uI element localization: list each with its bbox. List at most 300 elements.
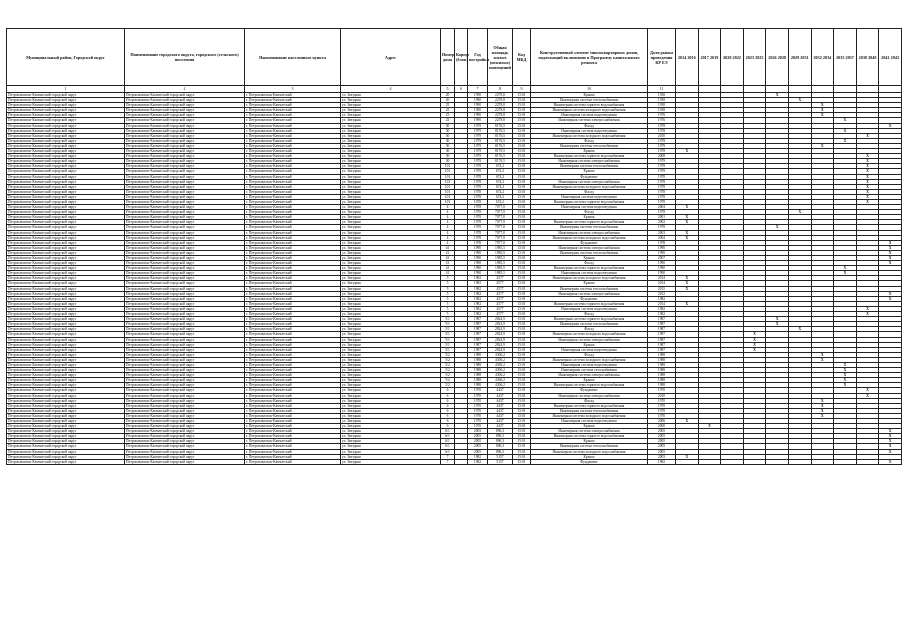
area-cell: 4577 xyxy=(488,276,513,281)
settlement-cell: Петропавловск-Камчатский городской округ xyxy=(125,312,245,317)
area-cell: 2278,8 xyxy=(488,113,513,118)
element-cell: Инженерная система холодного водоснабжения xyxy=(531,449,648,454)
district-cell: Петропавловск-Камчатский городской округ xyxy=(7,408,125,413)
settlement-cell: Петропавловск-Камчатский городской округ xyxy=(125,327,245,332)
settlement-cell: Петропавловск-Камчатский городской округ xyxy=(125,322,245,327)
area-cell: 8176,5 xyxy=(488,123,513,128)
locality-cell: г. Петропавловск-Камчатский xyxy=(245,281,341,286)
period-cell: X xyxy=(834,128,857,133)
column-number: 10 xyxy=(531,86,648,93)
year-built-cell: 1978 xyxy=(468,210,488,215)
district-cell: Петропавловск-Камчатский городской округ xyxy=(7,373,125,378)
share-cell: 2014 xyxy=(648,281,676,286)
mkd-code-cell: 15:01 xyxy=(513,322,531,327)
house-number-cell: 6 xyxy=(441,424,455,429)
period-cell: X xyxy=(811,352,834,357)
period-cell: X xyxy=(834,362,857,367)
settlement-cell: Петропавловск-Камчатский городской округ xyxy=(125,454,245,459)
locality-cell: г. Петропавловск-Камчатский xyxy=(245,164,341,169)
element-cell: Инженерная система электроснабжения xyxy=(531,429,648,434)
house-number-cell: 4 xyxy=(441,235,455,240)
share-cell: 1982 xyxy=(648,296,676,301)
area-cell: 674,2 xyxy=(488,174,513,179)
year-built-cell: 1978 xyxy=(468,199,488,204)
settlement-cell: Петропавловск-Камчатский городской округ xyxy=(125,291,245,296)
settlement-cell: Петропавловск-Камчатский городской округ xyxy=(125,342,245,347)
locality-cell: г. Петропавловск-Камчатский xyxy=(245,225,341,230)
address-cell: ул. Звездная xyxy=(341,413,441,418)
element-cell: Крыша xyxy=(531,342,648,347)
district-cell: Петропавловск-Камчатский городской округ xyxy=(7,194,125,199)
period-cell: X xyxy=(856,174,879,179)
settlement-cell: Петропавловск-Камчатский городской округ xyxy=(125,459,245,464)
settlement-cell: Петропавловск-Камчатский городской округ xyxy=(125,108,245,113)
share-cell: 1990 xyxy=(648,266,676,271)
locality-cell: г. Петропавловск-Камчатский xyxy=(245,154,341,159)
element-cell: Инженерная система электроснабжения xyxy=(531,291,648,296)
district-cell: Петропавловск-Камчатский городской округ xyxy=(7,352,125,357)
share-cell: 2014 xyxy=(648,276,676,281)
share-cell: 1938 xyxy=(648,108,676,113)
column-number: 9 xyxy=(513,86,531,93)
mkd-code-cell: 15:01 xyxy=(513,266,531,271)
mkd-code-cell: 15:01 xyxy=(513,393,531,398)
locality-cell: г. Петропавловск-Камчатский xyxy=(245,103,341,108)
period-cell: X xyxy=(811,113,834,118)
share-cell: 1990 xyxy=(648,271,676,276)
element-cell: Инженерная система электроснабжения xyxy=(531,337,648,342)
settlement-cell: Петропавловск-Камчатский городской округ xyxy=(125,174,245,179)
share-cell: 1988 xyxy=(648,352,676,357)
area-cell: 8176,5 xyxy=(488,159,513,164)
year-built-cell: 1990 xyxy=(468,256,488,261)
settlement-cell: Петропавловск-Камчатский городской округ xyxy=(125,123,245,128)
area-cell: 674,2 xyxy=(488,184,513,189)
locality-cell: г. Петропавловск-Камчатский xyxy=(245,261,341,266)
house-number-cell: 5/2 xyxy=(441,383,455,388)
house-number-cell: 6 xyxy=(441,413,455,418)
address-cell: ул. Звездная xyxy=(341,250,441,255)
share-cell: 2010 xyxy=(648,133,676,138)
district-cell: Петропавловск-Камчатский городской округ xyxy=(7,281,125,286)
year-built-cell: 1988 xyxy=(468,362,488,367)
district-cell: Петропавловск-Камчатский городской округ xyxy=(7,368,125,373)
district-cell: Петропавловск-Камчатский городской округ xyxy=(7,312,125,317)
column-number xyxy=(879,86,902,93)
element-cell: Инженерная система холодного водоснабжения xyxy=(531,332,648,337)
period-cell: X xyxy=(834,271,857,276)
district-cell: Петропавловск-Камчатский городской округ xyxy=(7,256,125,261)
address-cell: ул. Звездная xyxy=(341,103,441,108)
settlement-cell: Петропавловск-Камчатский городской округ xyxy=(125,250,245,255)
settlement-cell: Петропавловск-Камчатский городской округ xyxy=(125,215,245,220)
mkd-code-cell: 15:01 xyxy=(513,403,531,408)
element-cell: Фундамент xyxy=(531,240,648,245)
element-cell: Инженерная система холодного водоснабжения xyxy=(531,357,648,362)
period-cell: X xyxy=(766,225,789,230)
share-cell: 1970 xyxy=(648,403,676,408)
house-number-cell: 7 xyxy=(441,459,455,464)
house-number-cell: 30 xyxy=(441,128,455,133)
address-cell: ул. Звездная xyxy=(341,240,441,245)
settlement-cell: Петропавловск-Камчатский городской округ xyxy=(125,332,245,337)
settlement-cell: Петропавловск-Камчатский городской округ xyxy=(125,449,245,454)
period-cell: X xyxy=(879,250,902,255)
address-cell: ул. Звездная xyxy=(341,301,441,306)
district-cell: Петропавловск-Камчатский городской округ xyxy=(7,347,125,352)
period-cell: X xyxy=(879,261,902,266)
settlement-cell: Петропавловск-Камчатский городской округ xyxy=(125,179,245,184)
share-cell: 2005 xyxy=(648,439,676,444)
mkd-code-cell: 15:01 xyxy=(513,342,531,347)
area-cell: 2278,8 xyxy=(488,93,513,98)
locality-cell: г. Петропавловск-Камчатский xyxy=(245,113,341,118)
share-cell: 1978 xyxy=(648,194,676,199)
area-cell: 4306,2 xyxy=(488,362,513,367)
mkd-code-cell: 15:01 xyxy=(513,368,531,373)
settlement-cell: Петропавловск-Камчатский городской округ xyxy=(125,317,245,322)
area-cell: 7077,0 xyxy=(488,220,513,225)
address-cell: ул. Звездная xyxy=(341,108,441,113)
house-number-cell: 6/1 xyxy=(441,449,455,454)
share-cell: 1979 xyxy=(648,159,676,164)
area-cell: 674,2 xyxy=(488,194,513,199)
element-cell: Инженерная система теплоснабжения xyxy=(531,225,648,230)
area-cell: 7077,0 xyxy=(488,225,513,230)
period-cell: X xyxy=(856,179,879,184)
mkd-code-cell: 15:01 xyxy=(513,383,531,388)
address-cell: ул. Звездная xyxy=(341,342,441,347)
element-cell: Инженерная система холодного водоснабжения xyxy=(531,413,648,418)
area-cell: 2278,8 xyxy=(488,108,513,113)
year-built-cell: 1979 xyxy=(468,159,488,164)
element-cell: Инженерная система холодного водоснабжения xyxy=(531,133,648,138)
house-number-cell: 41 xyxy=(441,261,455,266)
address-cell: ул. Звездная xyxy=(341,388,441,393)
locality-cell: г. Петропавловск-Камчатский xyxy=(245,189,341,194)
house-number-cell: 101 xyxy=(441,194,455,199)
locality-cell: г. Петропавловск-Камчатский xyxy=(245,444,341,449)
share-cell: 2006 xyxy=(648,419,676,424)
district-cell: Петропавловск-Камчатский городской округ xyxy=(7,103,125,108)
settlement-cell: Петропавловск-Камчатский городской округ xyxy=(125,419,245,424)
mkd-code-cell: 15:01 xyxy=(513,286,531,291)
element-cell: Инженерная система горячего водоснабжения xyxy=(531,199,648,204)
locality-cell: г. Петропавловск-Камчатский xyxy=(245,373,341,378)
mkd-code-cell: 15:01 xyxy=(513,424,531,429)
year-built-cell: 1990 xyxy=(468,271,488,276)
share-cell: 2003 xyxy=(648,454,676,459)
capital-repair-table xyxy=(6,28,902,465)
locality-cell: г. Петропавловск-Камчатский xyxy=(245,362,341,367)
year-built-cell: 1987 xyxy=(468,347,488,352)
period-cell xyxy=(856,459,879,464)
district-cell: Петропавловск-Камчатский городской округ xyxy=(7,286,125,291)
address-cell: ул. Звездная xyxy=(341,143,441,148)
year-built-cell: 1970 xyxy=(468,388,488,393)
year-built-cell: 1970 xyxy=(468,408,488,413)
settlement-cell: Петропавловск-Камчатский городской округ xyxy=(125,306,245,311)
element-cell: Инженерная система теплоснабжения xyxy=(531,444,648,449)
district-cell: Петропавловск-Камчатский городской округ xyxy=(7,383,125,388)
district-cell: Петропавловск-Камчатский городской округ xyxy=(7,210,125,215)
locality-cell: г. Петропавловск-Камчатский xyxy=(245,312,341,317)
mkd-code-cell: 15:01 xyxy=(513,317,531,322)
year-built-cell: 1990 xyxy=(468,250,488,255)
share-cell: 1987 xyxy=(648,332,676,337)
year-built-cell: 1990 xyxy=(468,113,488,118)
year-built-cell: 1987 xyxy=(468,327,488,332)
period-cell: X xyxy=(856,164,879,169)
year-built-cell: 1988 xyxy=(468,378,488,383)
element-cell: Крыша xyxy=(531,281,648,286)
year-built-cell: 1979 xyxy=(468,128,488,133)
share-cell: 1938 xyxy=(648,93,676,98)
locality-cell: г. Петропавловск-Камчатский xyxy=(245,413,341,418)
mkd-code-cell: 15:01 xyxy=(513,220,531,225)
element-cell: Крыша xyxy=(531,149,648,154)
area-cell: 1985,5 xyxy=(488,271,513,276)
house-number-cell: 30 xyxy=(441,154,455,159)
share-cell: 1970 xyxy=(648,408,676,413)
house-number-cell: 25 xyxy=(441,118,455,123)
column-header: 2041 2043 xyxy=(879,29,902,86)
address-cell: ул. Звездная xyxy=(341,332,441,337)
house-number-cell: 20 xyxy=(441,98,455,103)
column-header: 2032 2034 xyxy=(811,29,834,86)
locality-cell: г. Петропавловск-Камчатский xyxy=(245,256,341,261)
column-number xyxy=(676,86,699,93)
mkd-code-cell: 15:01 xyxy=(513,419,531,424)
locality-cell: г. Петропавловск-Камчатский xyxy=(245,184,341,189)
settlement-cell: Петропавловск-Камчатский городской округ xyxy=(125,424,245,429)
house-number-cell: 101 xyxy=(441,179,455,184)
settlement-cell: Петропавловск-Камчатский городской округ xyxy=(125,133,245,138)
period-cell: X xyxy=(834,373,857,378)
address-cell: ул. Звездная xyxy=(341,123,441,128)
period-cell: X xyxy=(676,454,699,459)
address-cell: ул. Звездная xyxy=(341,317,441,322)
locality-cell: г. Петропавловск-Камчатский xyxy=(245,250,341,255)
element-cell: Инженерная система теплоснабжения xyxy=(531,322,648,327)
locality-cell: г. Петропавловск-Камчатский xyxy=(245,271,341,276)
period-cell: X xyxy=(676,230,699,235)
house-number-cell: 6 xyxy=(441,388,455,393)
share-cell: 1979 xyxy=(648,143,676,148)
year-built-cell: 1982 xyxy=(468,301,488,306)
element-cell: Инженерная система теплоснабжения xyxy=(531,250,648,255)
share-cell: 1978 xyxy=(648,149,676,154)
district-cell: Петропавловск-Камчатский городской округ xyxy=(7,220,125,225)
settlement-cell: Петропавловск-Камчатский городской округ xyxy=(125,169,245,174)
settlement-cell: Петропавловск-Камчатский городской округ xyxy=(125,189,245,194)
settlement-cell: Петропавловск-Камчатский городской округ xyxy=(125,373,245,378)
year-built-cell: 2005 xyxy=(468,429,488,434)
address-cell: ул. Звездная xyxy=(341,98,441,103)
settlement-cell: Петропавловск-Камчатский городской округ xyxy=(125,138,245,143)
address-cell: ул. Звездная xyxy=(341,220,441,225)
year-built-cell: 1970 xyxy=(468,398,488,403)
locality-cell: г. Петропавловск-Камчатский xyxy=(245,169,341,174)
settlement-cell: Петропавловск-Камчатский городской округ xyxy=(125,194,245,199)
settlement-cell: Петропавловск-Камчатский городской округ xyxy=(125,220,245,225)
year-built-cell: 1978 xyxy=(468,164,488,169)
period-cell: X xyxy=(811,413,834,418)
locality-cell: г. Петропавловск-Камчатский xyxy=(245,368,341,373)
address-cell: ул. Звездная xyxy=(341,189,441,194)
district-cell: Петропавловск-Камчатский городской округ xyxy=(7,332,125,337)
share-cell: 2014 xyxy=(648,301,676,306)
locality-cell: г. Петропавловск-Камчатский xyxy=(245,449,341,454)
share-cell: 1988 xyxy=(648,362,676,367)
locality-cell: г. Петропавловск-Камчатский xyxy=(245,357,341,362)
share-cell: 2010 xyxy=(648,393,676,398)
district-cell: Петропавловск-Камчатский городской округ xyxy=(7,454,125,459)
year-built-cell: 2005 xyxy=(468,434,488,439)
area-cell: 896,3 xyxy=(488,444,513,449)
element-cell: Фундамент xyxy=(531,174,648,179)
area-cell: 4577 xyxy=(488,301,513,306)
year-built-cell: 1979 xyxy=(468,154,488,159)
address-cell: ул. Звездная xyxy=(341,118,441,123)
period-cell: X xyxy=(879,245,902,250)
share-cell: 2002 xyxy=(648,220,676,225)
area-cell: 2824,9 xyxy=(488,317,513,322)
element-cell: Инженерная система водоотведения xyxy=(531,194,648,199)
mkd-code-cell: 15:01 xyxy=(513,413,531,418)
mkd-code-cell: 15:01 xyxy=(513,429,531,434)
year-built-cell: 1982 xyxy=(468,459,488,464)
address-cell: ул. Звездная xyxy=(341,210,441,215)
house-number-cell: 4 xyxy=(441,230,455,235)
period-cell: X xyxy=(811,108,834,113)
house-number-cell: 5/1 xyxy=(441,342,455,347)
share-cell: 1987 xyxy=(648,342,676,347)
district-cell: Петропавловск-Камчатский городской округ xyxy=(7,301,125,306)
period-cell: X xyxy=(879,296,902,301)
year-built-cell: 1978 xyxy=(468,205,488,210)
element-cell: Фасад xyxy=(531,210,648,215)
mkd-code-cell: 15:01 xyxy=(513,118,531,123)
element-cell: Крыша xyxy=(531,378,648,383)
period-cell: X xyxy=(856,194,879,199)
mkd-code-cell: 15:01 xyxy=(513,347,531,352)
column-header: Год постройки xyxy=(468,29,488,86)
address-cell: ул. Звездная xyxy=(341,398,441,403)
settlement-cell: Петропавловск-Камчатский городской округ xyxy=(125,444,245,449)
area-cell: 4437 xyxy=(488,403,513,408)
year-built-cell: 1988 xyxy=(468,383,488,388)
share-cell: 1988 xyxy=(648,368,676,373)
year-built-cell: 2005 xyxy=(468,439,488,444)
period-cell: X xyxy=(879,429,902,434)
mkd-code-cell: 15:01 xyxy=(513,98,531,103)
area-cell: 2278,8 xyxy=(488,118,513,123)
district-cell: Петропавловск-Камчатский городской округ xyxy=(7,225,125,230)
locality-cell: г. Петропавловск-Камчатский xyxy=(245,454,341,459)
share-cell: 2004 xyxy=(648,235,676,240)
period-cell: X xyxy=(834,266,857,271)
period-cell: X xyxy=(811,357,834,362)
column-header: 2035 2037 xyxy=(834,29,857,86)
area-cell: 4306,2 xyxy=(488,373,513,378)
district-cell: Петропавловск-Камчатский городской округ xyxy=(7,398,125,403)
locality-cell: г. Петропавловск-Камчатский xyxy=(245,286,341,291)
district-cell: Петропавловск-Камчатский городской округ xyxy=(7,189,125,194)
period-cell: X xyxy=(811,143,834,148)
settlement-cell: Петропавловск-Камчатский городской округ xyxy=(125,352,245,357)
settlement-cell: Петропавловск-Камчатский городской округ xyxy=(125,393,245,398)
mkd-code-cell: 15:01 xyxy=(513,194,531,199)
area-cell: 2824,9 xyxy=(488,327,513,332)
settlement-cell: Петропавловск-Камчатский городской округ xyxy=(125,164,245,169)
locality-cell: г. Петропавловск-Камчатский xyxy=(245,230,341,235)
period-cell xyxy=(743,459,766,464)
mkd-code-cell: 15:01 xyxy=(513,337,531,342)
district-cell: Петропавловск-Камчатский городской округ xyxy=(7,179,125,184)
address-cell: ул. Звездная xyxy=(341,128,441,133)
district-cell: Петропавловск-Камчатский городской округ xyxy=(7,113,125,118)
district-cell: Петропавловск-Камчатский городской округ xyxy=(7,174,125,179)
year-built-cell: 1987 xyxy=(468,337,488,342)
element-cell: Инженерная система водоотведения xyxy=(531,205,648,210)
locality-cell: г. Петропавловск-Камчатский xyxy=(245,342,341,347)
settlement-cell: Петропавловск-Камчатский городской округ xyxy=(125,388,245,393)
year-built-cell: 1979 xyxy=(468,133,488,138)
settlement-cell: Петропавловск-Камчатский городской округ xyxy=(125,398,245,403)
house-number-cell: 30 xyxy=(441,123,455,128)
locality-cell: г. Петропавловск-Камчатский xyxy=(245,210,341,215)
settlement-cell: Петропавловск-Камчатский городской округ xyxy=(125,357,245,362)
district-cell: Петропавловск-Камчатский городской округ xyxy=(7,138,125,143)
locality-cell: г. Петропавловск-Камчатский xyxy=(245,434,341,439)
district-cell: Петропавловск-Камчатский городской округ xyxy=(7,184,125,189)
mkd-code-cell: 15:01 xyxy=(513,138,531,143)
share-cell: 1988 xyxy=(648,378,676,383)
column-header: Наименование городского округа, городского (сельского) поселения xyxy=(125,29,245,86)
mkd-code-cell: 15:01 xyxy=(513,261,531,266)
area-cell: 1985,5 xyxy=(488,245,513,250)
district-cell: Петропавловск-Камчатский городской округ xyxy=(7,205,125,210)
locality-cell: г. Петропавловск-Камчатский xyxy=(245,123,341,128)
address-cell: ул. Звездная xyxy=(341,322,441,327)
district-cell: Петропавловск-Камчатский городской округ xyxy=(7,93,125,98)
district-cell: Петропавловск-Камчатский городской округ xyxy=(7,215,125,220)
settlement-cell: Петропавловск-Камчатский городской округ xyxy=(125,286,245,291)
period-cell: X xyxy=(856,393,879,398)
area-cell: 1985,5 xyxy=(488,256,513,261)
period-cell xyxy=(834,459,857,464)
locality-cell: г. Петропавловск-Камчатский xyxy=(245,93,341,98)
period-cell: X xyxy=(834,383,857,388)
mkd-code-cell: 15:01 xyxy=(513,256,531,261)
column-number: 5 xyxy=(441,86,455,93)
year-built-cell: 1990 xyxy=(468,245,488,250)
period-cell: X xyxy=(676,215,699,220)
settlement-cell: Петропавловск-Камчатский городской округ xyxy=(125,113,245,118)
share-cell: 1970 xyxy=(648,413,676,418)
house-number-cell: 30 xyxy=(441,133,455,138)
element-cell: Инженерная система горячего водоснабжения xyxy=(531,383,648,388)
mkd-code-cell: 15:01 xyxy=(513,312,531,317)
address-cell: ул. Звездная xyxy=(341,245,441,250)
period-cell: X xyxy=(879,449,902,454)
year-built-cell: 1978 xyxy=(468,220,488,225)
locality-cell: г. Петропавловск-Камчатский xyxy=(245,128,341,133)
address-cell: ул. Звездная xyxy=(341,138,441,143)
column-number: 3 xyxy=(245,86,341,93)
year-built-cell: 1982 xyxy=(468,281,488,286)
